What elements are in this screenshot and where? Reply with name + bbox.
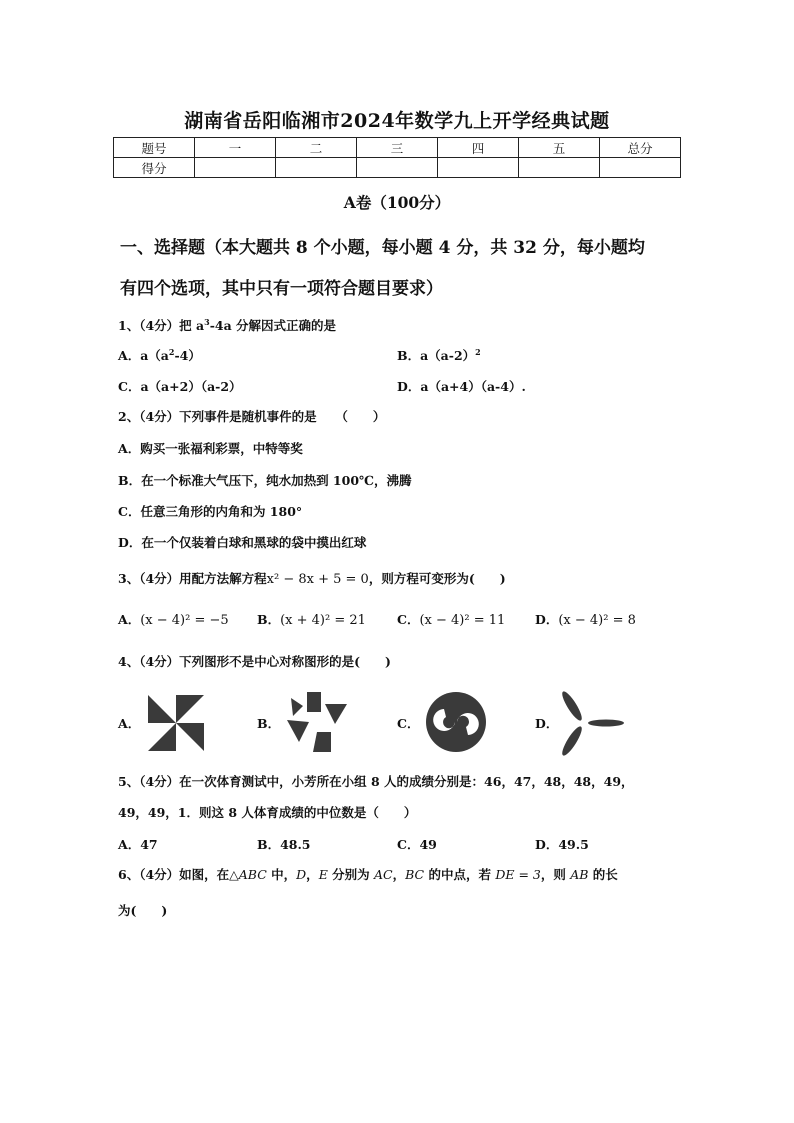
question-4-option-d-label[interactable]: D． (535, 716, 559, 731)
text: 分别为 (327, 867, 375, 882)
equation: (x + 4)² = 21 (280, 613, 366, 628)
text: 的长 (588, 867, 618, 882)
question-1-option-a[interactable] (118, 346, 201, 364)
yin-yang-circle-icon (422, 691, 490, 753)
math-var: △ABC (229, 867, 267, 882)
question-4-option-c-label[interactable]: C． (397, 716, 420, 731)
question-1-option-c[interactable]: C．a（a+2）（a-2） (118, 379, 242, 394)
question-2-option-b[interactable]: B．在一个标准大气压下，纯水加热到 100℃，沸腾 (118, 473, 412, 488)
math-var: AB (570, 867, 589, 882)
table-cell: 一 (195, 138, 276, 158)
question-1-stem (118, 316, 336, 334)
text: ，则 (540, 867, 571, 882)
table-cell: 四 (438, 138, 519, 158)
table-cell: 得分 (114, 158, 195, 178)
table-cell: 二 (276, 138, 357, 158)
question-5-option-d[interactable]: D．49.5 (535, 837, 589, 852)
text: 3、（4分）用配方法解方程 (118, 571, 267, 586)
question-5-option-b[interactable]: B．48.5 (257, 837, 311, 852)
pinwheel-triangles-icon (147, 694, 205, 752)
equation: (x − 4)² = −5 (140, 613, 229, 628)
text: -4） (174, 348, 201, 363)
text: ， (392, 867, 406, 882)
text: 中， (266, 867, 297, 882)
question-4-option-b-label[interactable]: B． (257, 716, 281, 731)
table-cell: 五 (519, 138, 600, 158)
text: ， (306, 867, 319, 882)
score-input-cell[interactable] (276, 158, 357, 178)
four-polygons-rotation-icon (283, 690, 353, 756)
section-heading: A卷（100分） (343, 193, 451, 212)
question-2-stem: 2、（4分）下列事件是随机事件的是 （ ） (118, 409, 386, 424)
page-title: 湖南省岳阳临湘市2024年数学九上开学经典试题 (184, 110, 610, 132)
question-6-stem-line1 (118, 865, 618, 883)
math-var: DE = 3 (495, 867, 541, 882)
question-5-option-a[interactable]: A．47 (118, 837, 158, 852)
equation: (x − 4)² = 11 (419, 613, 506, 628)
question-3-stem (118, 569, 506, 587)
part-heading-line2: 有四个选项，其中只有一项符合题目要求） (120, 279, 443, 299)
option-label: A． (118, 612, 141, 627)
question-3-option-a[interactable] (118, 610, 229, 628)
text: A．a（a (118, 348, 169, 363)
table-cell: 三 (357, 138, 438, 158)
option-label: C． (397, 612, 420, 627)
text: 1、（4分）把 a (118, 318, 205, 333)
math-var: BC (405, 867, 425, 882)
math-var: D (296, 867, 307, 882)
table-cell: 总分 (600, 138, 681, 158)
question-3-option-c[interactable] (397, 610, 505, 628)
question-3-option-b[interactable] (257, 610, 366, 628)
option-label: B． (257, 612, 281, 627)
table-cell: 题号 (114, 138, 195, 158)
text: ，则方程可变形为( ) (368, 571, 506, 586)
question-5-option-c[interactable]: C．49 (397, 837, 437, 852)
option-label: D． (535, 612, 559, 627)
part-heading-line1: 一、选择题（本大题共 8 个小题，每小题 4 分，共 32 分，每小题均 (120, 238, 645, 258)
text: 的中点，若 (424, 867, 496, 882)
score-input-cell[interactable] (600, 158, 681, 178)
three-blade-propeller-icon (560, 688, 628, 760)
math-var: E (318, 867, 328, 882)
question-2-option-a[interactable]: A．购买一张福利彩票，中特等奖 (118, 441, 303, 456)
text: -4a 分解因式正确的是 (209, 318, 337, 333)
math-var: AC (374, 867, 393, 882)
question-1-option-d[interactable]: D．a（a+4）（a-4）. (397, 379, 526, 394)
question-6-stem-line2: 为( ) (118, 903, 168, 918)
question-5-stem-line1: 5、（4分）在一次体育测试中，小芳所在小组 8 人的成绩分别是：46，47，48，48，49， (118, 774, 634, 789)
score-input-cell[interactable] (195, 158, 276, 178)
question-2-option-d[interactable]: D．在一个仅装着白球和黑球的袋中摸出红球 (118, 535, 367, 550)
superscript: 2 (475, 346, 481, 357)
score-input-cell[interactable] (519, 158, 600, 178)
equation: x² − 8x + 5 = 0 (266, 572, 369, 587)
question-4-option-a-label[interactable]: A． (118, 716, 141, 731)
superscript: 2 (168, 346, 175, 357)
equation: (x − 4)² = 8 (558, 613, 636, 628)
question-3-option-d[interactable] (535, 610, 636, 628)
text: B．a（a-2） (397, 348, 476, 363)
question-2-option-c[interactable]: C．任意三角形的内角和为 180° (118, 504, 303, 519)
question-1-option-b[interactable] (397, 346, 481, 364)
superscript: 3 (204, 316, 210, 327)
score-table (113, 137, 681, 178)
table-row (114, 138, 681, 158)
question-4-stem: 4、（4分）下列图形不是中心对称图形的是( ) (118, 654, 391, 669)
question-5-stem-line2: 49，49，1．则这 8 人体育成绩的中位数是（ ） (118, 805, 417, 820)
table-row (114, 158, 681, 178)
score-input-cell[interactable] (357, 158, 438, 178)
score-input-cell[interactable] (438, 158, 519, 178)
text: 6、（4分）如图，在 (118, 867, 230, 882)
